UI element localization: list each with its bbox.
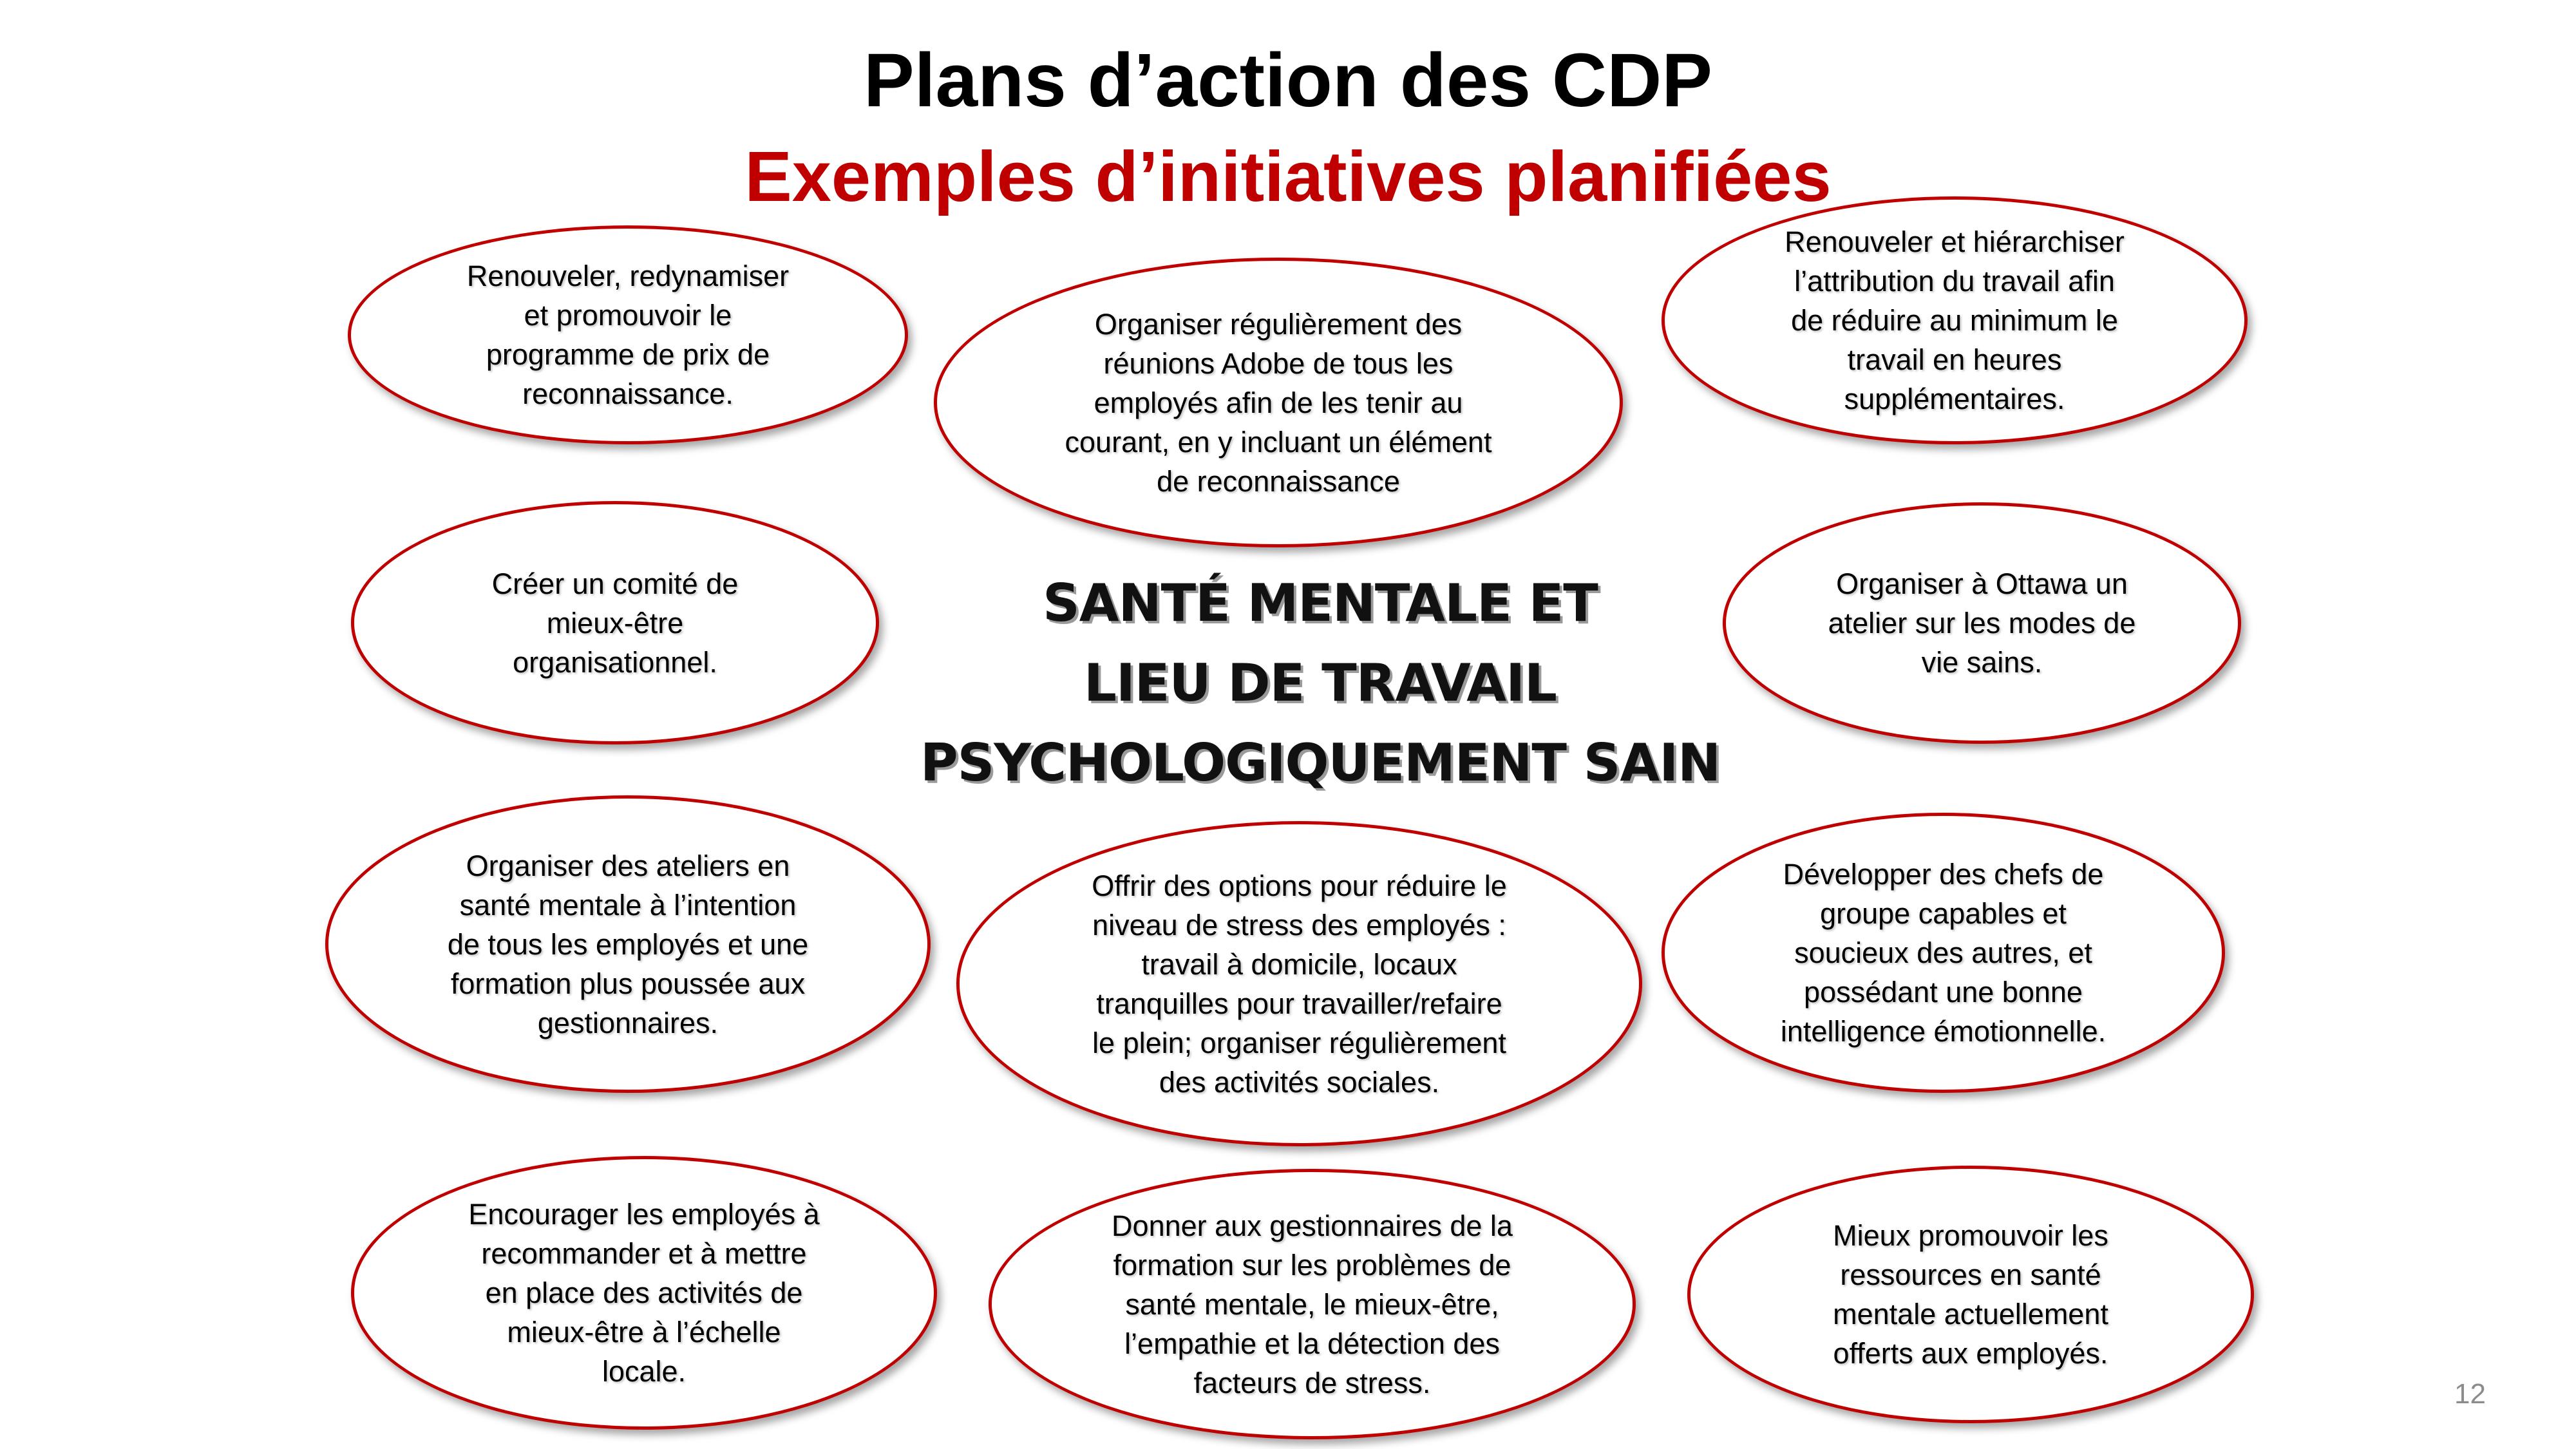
bubble-adobe-meetings [934,258,1623,547]
bubble-wellness-committee [351,501,879,744]
slide-title: Plans d’action des CDP [864,38,1712,123]
bubble-work-allocation [1662,196,2248,444]
bubble-text: Renouveler, redynamiser et promouvoir le programme de prix de reconnaissance. [466,260,790,410]
bubble-text: Organiser à Ottawa un atelier sur les modes de vie sains. [1828,567,2136,679]
center-title: SANTÉ MENTALE ET LIEU DE TRAVAIL PSYCHOLOGIQUEMENT SAIN [920,573,1721,793]
bubble-text: Encourager les employés à recommander et à mettre en place des activités de mieux-être à l’échelle locale. [468,1198,820,1388]
bubble-text: Mieux promouvoir les ressources en santé mentale actuellement offerts aux employés. [1833,1219,2108,1370]
bubble-healthy-lifestyle-workshop [1723,502,2241,744]
page-number: 12 [2454,1378,2486,1410]
bubble-text: Offrir des options pour réduire le niveau de stress des employés : travail à domicile, locaux tranquilles pour travailler/refaire le plein; organiser régulièrement des activités sociales. [1092,869,1507,1099]
bubble-stress-reduction [956,821,1642,1146]
bubble-team-leaders [1662,813,2225,1093]
bubble-promote-resources [1687,1166,2254,1423]
bubble-text: Renouveler et hiérarchiser l’attribution du travail afin de réduire au minimum le travail en heures supplémentaires. [1785,225,2125,415]
slide-subtitle: Exemples d’initiatives planifiées [744,137,1832,216]
bubble-reward-program [348,225,908,444]
bubble-text: Créer un comité de mieux-être organisationnel. [491,567,739,679]
bubble-text: Organiser régulièrement des réunions Adobe de tous les employés afin de les tenir au courant, en y incluant un élément de reconnaissance [1065,307,1492,498]
bubble-text: Organiser des ateliers en santé mentale à l’intention de tous les employés et une formation plus poussée aux gestionnaires. [447,849,809,1039]
bubble-text: Donner aux gestionnaires de la formation sur les problèmes de santé mentale, le mieux-être, l’empathie et la détection des facteurs de stress. [1112,1209,1513,1399]
bubble-text: Développer des chefs de groupe capables et soucieux des autres, et possédant une bonne intelligence émotionnelle. [1780,858,2107,1048]
bubble-manager-training [989,1169,1636,1439]
bubble-local-wellness-activities [351,1156,937,1430]
bubble-mental-health-workshops [325,795,931,1093]
